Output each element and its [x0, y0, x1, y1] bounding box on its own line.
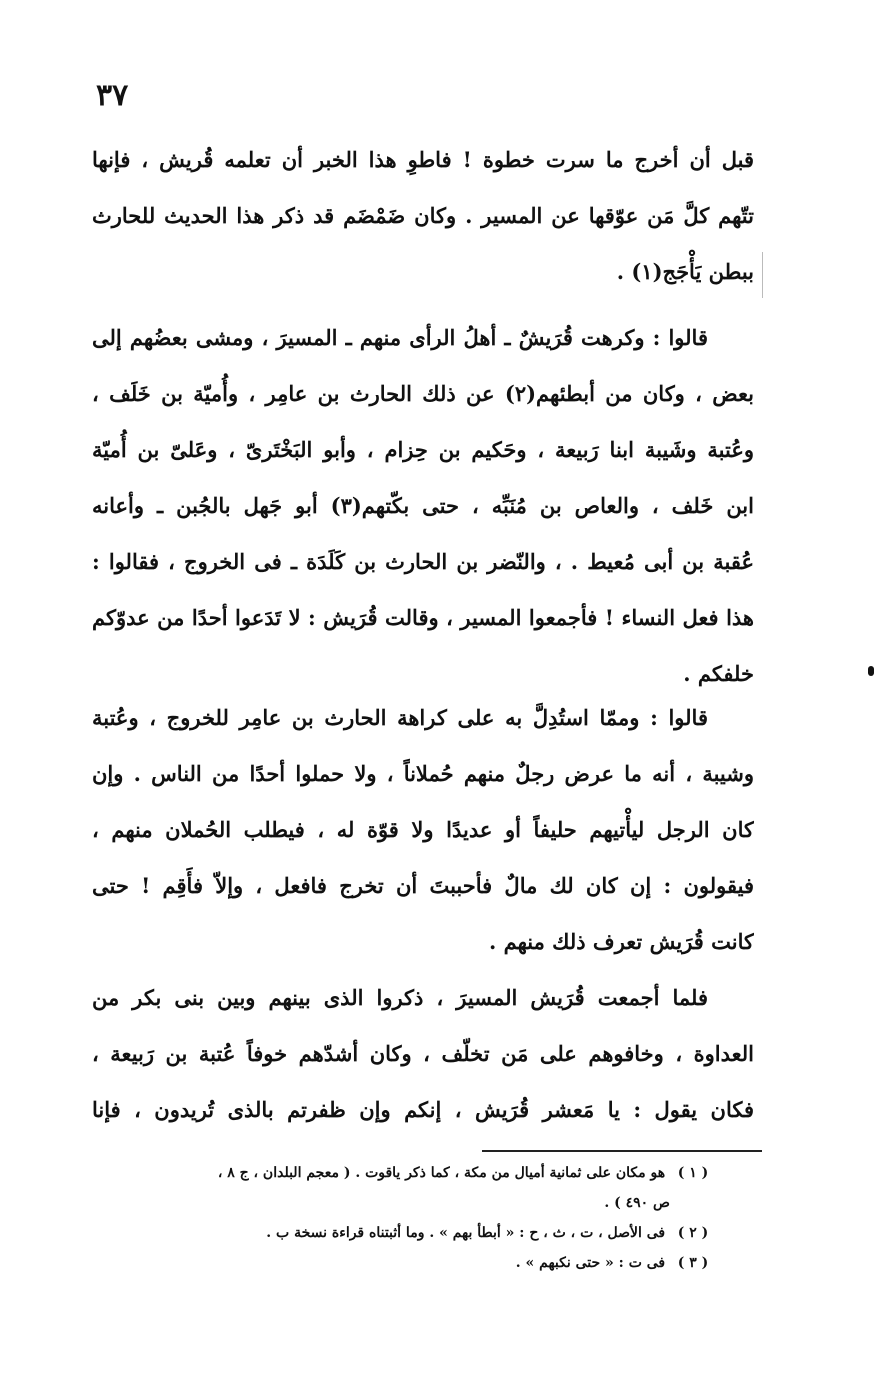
text-line: خلفكم .	[683, 661, 754, 686]
text-line: قالوا : وكرهت قُرَيشٌ ـ أهلُ الرأى منهم ـ المسيرَ ، ومشى بعضُهم إلى	[92, 325, 708, 350]
footnote-divider	[482, 1150, 762, 1152]
footnote-number: ( ٢ )	[677, 1225, 709, 1241]
text-line: قالوا : وممّا استُدِلَّ به على كراهة الحارث بن عامِر للخروج ، وعُتبة	[92, 705, 708, 730]
text-line: هذا فعل النساء ! فأجمعوا المسير ، وقالت قُرَيش : لا تَدَعوا أحدًا من عدوّكم	[92, 605, 754, 630]
text-line: ابن خَلف ، والعاص بن مُنَبِّه ، حتى بكّتهم(٣) أبو جَهل بالجُبن ـ وأعانه	[92, 493, 754, 518]
text-line: فلما أجمعت قُرَيش المسيرَ ، ذكروا الذى بينهم وبين بنى بكر من	[92, 985, 708, 1010]
footnote-number: ( ١ )	[677, 1165, 709, 1181]
footnote-1	[92, 1158, 716, 1188]
text-line: فيقولون : إن كان لك مالٌ فأحببتَ أن تخرج فافعل ، وإلاّ فأَقِم ! حتى	[92, 873, 754, 898]
paragraph-4	[92, 970, 754, 1138]
text-line: ببطن يَأْجَج(١) .	[616, 259, 754, 284]
paragraph-1	[92, 132, 754, 300]
paragraph-3	[92, 690, 754, 970]
text-line: كان الرجل ليأْتيهم حليفاً أو عديدًا ولا قوّة له ، فيطلب الحُملان منهم ،	[92, 817, 754, 842]
text-line: عُقبة بن أبى مُعيط . ، والنّضر بن الحارث بن كَلَدَة ـ فى الخروج ، فقالوا :	[92, 549, 754, 574]
footnote-text: فى الأصل ، ت ، ث ، ح : « أبطأ بهم » . وما أثبتناه قراءة نسخة ب .	[266, 1225, 666, 1241]
text-line: كانت قُرَيش تعرف ذلك منهم .	[489, 929, 754, 954]
footnote-3	[92, 1248, 716, 1278]
text-line: وعُتبة وشَيبة ابنا رَبيعة ، وحَكيم بن حِزام ، وأبو البَخْتَرىّ ، وعَلىّ بن أُميّة	[92, 437, 754, 462]
text-line: العداوة ، وخافوهم على مَن تخلّف ، وكان أشدّهم خوفاً عُتبة بن رَبيعة ،	[92, 1041, 754, 1066]
margin-mark	[868, 666, 874, 676]
text-line: بعض ، وكان من أبطئهم(٢) عن ذلك الحارث بن عامِر ، وأُميّة بن خَلَف ،	[92, 381, 754, 406]
text-line: فكان يقول : يا مَعشر قُرَيش ، إنكم وإن ظفرتم بالذى تُريدون ، فإنا	[92, 1097, 754, 1122]
footnote-continuation: ص ٤٩٠ ) .	[604, 1195, 670, 1211]
margin-rule	[762, 252, 763, 298]
footnote-text: هو مكان على ثمانية أميال من مكة ، كما ذكر ياقوت . ( معجم البلدان ، ج ٨ ،	[217, 1165, 666, 1181]
footnote-text: فى ت : « حتى نكبهم » .	[515, 1255, 666, 1271]
footnote-2	[92, 1218, 716, 1248]
text-line: وشيبة ، أنه ما عرض رجلٌ منهم حُملاناً ، ولا حملوا أحدًا من الناس . وإن	[92, 761, 754, 786]
text-line: تتّهم كلَّ مَن عوّقها عن المسير . وكان ضَمْضَم قد ذكر هذا الحديث للحارث	[92, 203, 754, 228]
page-number: ٣٧	[96, 78, 129, 113]
footnotes	[92, 1158, 716, 1278]
footnote-number: ( ٣ )	[677, 1255, 709, 1271]
paragraph-2	[92, 310, 754, 702]
text-line: قبل أن أخرج ما سرت خطوة ! فاطوِ هذا الخبر أن تعلمه قُريش ، فإنها	[92, 147, 754, 172]
